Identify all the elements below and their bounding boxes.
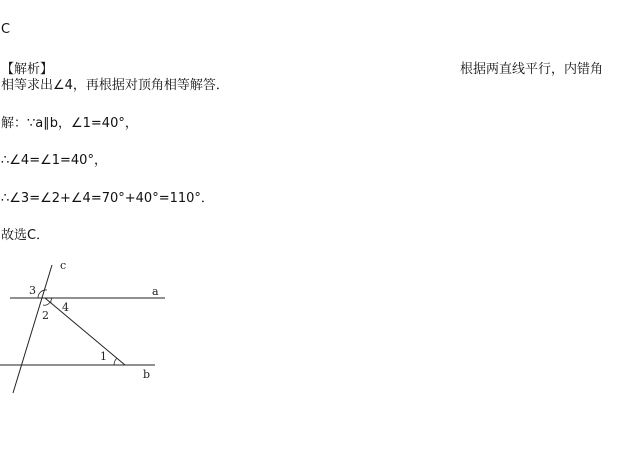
- label-b: b: [143, 368, 151, 381]
- label-a: a: [152, 285, 159, 298]
- angle-2-arc: [43, 302, 50, 305]
- analysis-text-line2: 相等求出∠4，再根据对顶角相等解答．: [1, 78, 229, 93]
- geometry-figure: [0, 255, 200, 405]
- label-angle-4: 4: [62, 301, 69, 314]
- label-angle-1: 1: [100, 350, 107, 363]
- analysis-text-line1: 根据两直线平行，内错角: [460, 62, 604, 77]
- label-c: c: [60, 259, 67, 272]
- angle-1-arc: [114, 358, 117, 365]
- solution-step-1: 解：∵a∥b，∠1=40°，: [1, 116, 138, 131]
- solution-conclusion: 故选C．: [1, 228, 50, 243]
- label-angle-3: 3: [29, 284, 36, 297]
- analysis-heading: 【解析】: [1, 62, 54, 77]
- label-angle-2: 2: [42, 309, 49, 322]
- answer-letter: C: [1, 22, 11, 37]
- transversal-line: [45, 298, 125, 365]
- solution-step-3: ∴∠3=∠2+∠4=70°+40°=110°．: [1, 191, 214, 206]
- solution-step-2: ∴∠4=∠1=40°，: [1, 153, 107, 168]
- angle-4-arc: [51, 298, 52, 303]
